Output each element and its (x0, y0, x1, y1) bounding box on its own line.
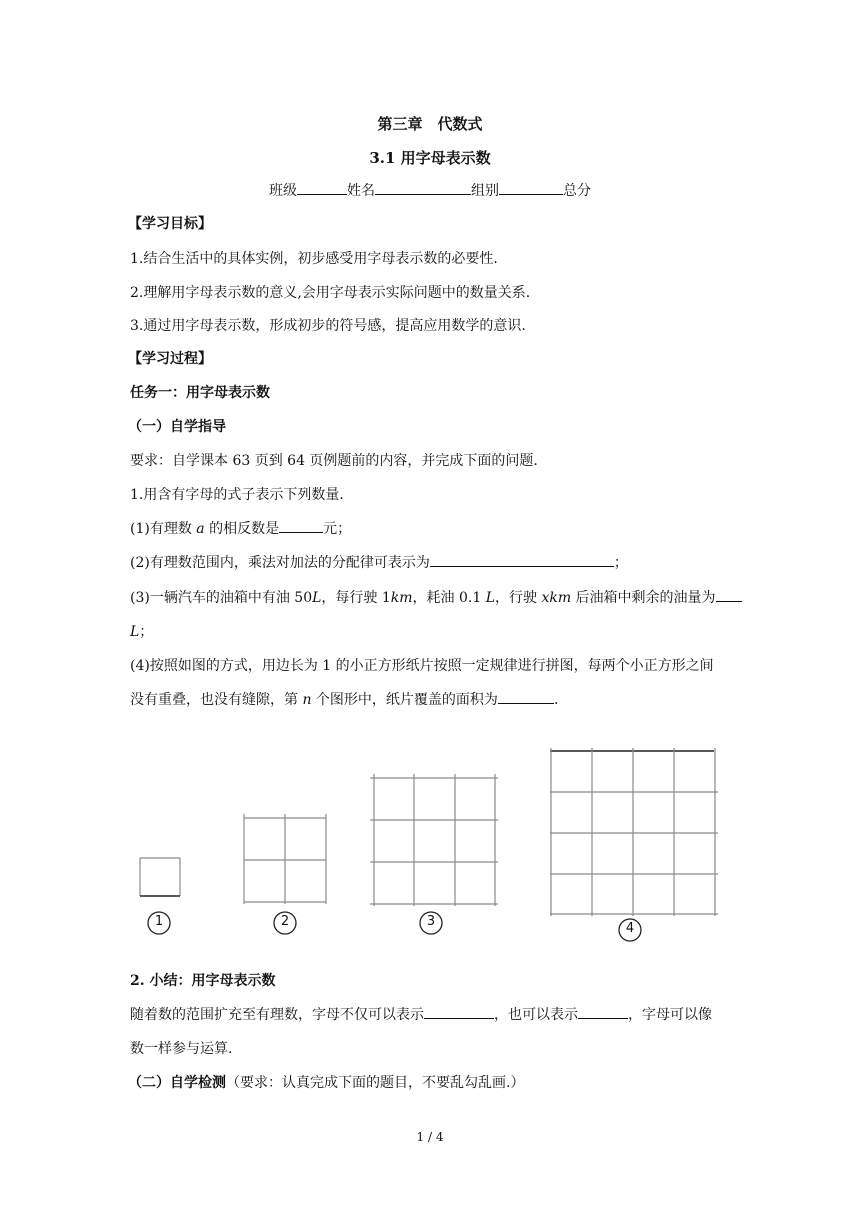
name-label: 姓名 (347, 183, 375, 199)
q1-3-text: 后油箱中剩余的油量为 (571, 590, 716, 606)
self-check-heading: （二）自学检测 (128, 1075, 226, 1091)
objectives-heading: 【学习目标】 (128, 216, 212, 232)
figure-3-grid (370, 774, 498, 906)
q1-4-text: . (553, 692, 559, 708)
figure-number-3: 3 (426, 914, 436, 929)
summary-part: ，也可以表示 (494, 1007, 578, 1023)
objective-item: 2.理解用字母表示数的意义,会用字母表示实际问题中的数量关系. (130, 285, 531, 301)
q1-2-text: ； (613, 555, 628, 571)
question-1-3-cont (130, 621, 153, 641)
q1-2-text: (2)有理数范围内，乘法对加法的分配律可表示为 (130, 555, 430, 571)
self-check-note: （要求：认真完成下面的题目，不要乱勾乱画.） (226, 1075, 525, 1091)
summary-heading: 2. 小结：用字母表示数 (130, 973, 276, 989)
q1-1-text: (1)有理数 (130, 521, 197, 537)
question-1-2 (130, 552, 628, 572)
q1-4-text: 没有重叠，也没有缝隙，第 (130, 692, 303, 708)
answer-blank[interactable] (424, 1004, 494, 1019)
summary-part: 随着数的范围扩充至有理数，字母不仅可以表示 (130, 1007, 424, 1023)
q1-3-text: ，行驶 (495, 590, 542, 606)
answer-blank[interactable] (279, 518, 323, 533)
unit-km: km (390, 590, 413, 606)
self-check-line (128, 1072, 524, 1092)
q1-3-text: ，耗油 0.1 (412, 590, 486, 606)
question-1-3 (130, 587, 742, 607)
summary-text (130, 1004, 712, 1024)
chapter-title: 第三章 代数式 (377, 115, 483, 133)
question-1-1 (130, 518, 351, 538)
q1-4-text: 个图形中，纸片覆盖的面积为 (311, 692, 498, 708)
summary-text-cont: 数一样参与运算. (130, 1041, 233, 1057)
variable-n: n (302, 692, 312, 708)
figure-number-4: 4 (625, 921, 635, 936)
score-label: 总分 (563, 183, 591, 199)
figure-number-1: 1 (154, 914, 164, 929)
q1-3-text: (3)一辆汽车的油箱中有油 50 (130, 590, 313, 606)
page-number: 1 / 4 (416, 1130, 444, 1144)
figure-number-2: 2 (280, 914, 290, 929)
answer-blank[interactable] (578, 1004, 628, 1019)
group-blank[interactable] (499, 180, 563, 195)
class-label: 班级 (269, 183, 297, 199)
section-title: 3.1 用字母表示数 (369, 149, 491, 167)
answer-blank[interactable] (430, 552, 614, 567)
question-1-4-cont (130, 689, 558, 709)
q1-1-text: 元； (323, 521, 352, 537)
task1-heading: 任务一：用字母表示数 (130, 385, 270, 401)
requirement-text: 要求：自学课本 63 页到 64 页例题前的内容，并完成下面的问题. (130, 453, 538, 469)
unit-l: L (485, 590, 495, 606)
summary-part: ，字母可以像 (628, 1007, 712, 1023)
q1-3-text: ； (139, 624, 154, 640)
objective-item: 1.结合生活中的具体实例，初步感受用字母表示数的必要性. (130, 251, 498, 267)
q1-1-text: 的相反数是 (204, 521, 280, 537)
answer-blank[interactable] (498, 689, 554, 704)
unit-l: L (130, 624, 140, 640)
question-1-intro: 1.用含有字母的式子表示下列数量. (130, 487, 344, 503)
group-label: 组别 (471, 183, 499, 199)
variable-a: a (196, 521, 205, 537)
unit-l: L (312, 590, 322, 606)
q1-3-text: ，每行驶 1 (321, 590, 391, 606)
answer-blank[interactable] (716, 587, 742, 602)
self-study-guide-heading: （一）自学指导 (128, 419, 226, 435)
student-info-line (0, 180, 860, 200)
name-blank[interactable] (375, 180, 471, 195)
figure-1-grid (140, 858, 180, 896)
objective-item: 3.通过用字母表示数，形成初步的符号感，提高应用数学的意识. (130, 318, 526, 334)
process-heading: 【学习过程】 (128, 351, 212, 367)
figure-2-grid (244, 814, 326, 904)
class-blank[interactable] (297, 180, 347, 195)
question-1-4: (4)按照如图的方式，用边长为 1 的小正方形纸片按照一定规律进行拼图，每两个小正方形之间 (130, 658, 714, 674)
figure-4-grid (550, 748, 718, 916)
variable-xkm: xkm (541, 590, 572, 606)
